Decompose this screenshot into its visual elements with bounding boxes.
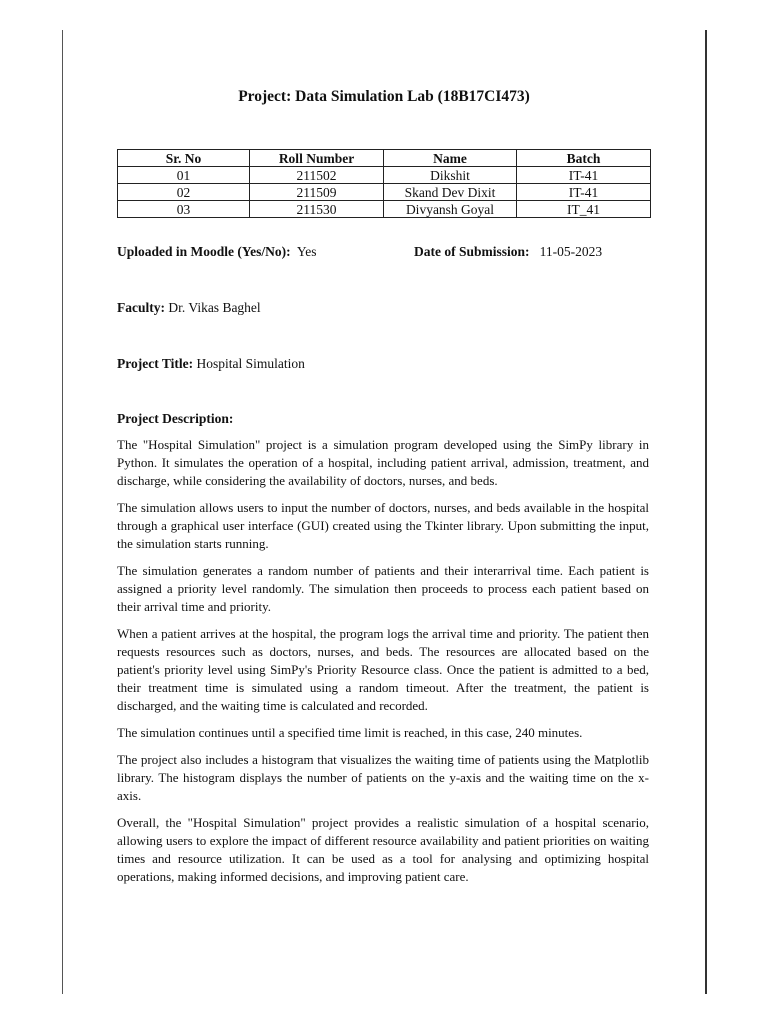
uploaded-value: Yes <box>296 244 317 259</box>
uploaded-field <box>117 244 317 260</box>
faculty-label: Faculty: <box>117 300 165 315</box>
header-name: Name <box>384 150 517 167</box>
cell-name: Dikshit <box>384 167 517 184</box>
description-paragraph: When a patient arrives at the hospital, the program logs the arrival time and priority. The patient then requests resources such as doctors, nurses, and beds. The resources are allocated based on the patient's priority level using SimPy's Priority Resource class. Once the patient is admitted to a bed, their treatment time is simulated using a random timeout. After the treatment, the patient is discharged, and the waiting time is calculated and recorded. <box>117 626 649 713</box>
cell-batch: IT_41 <box>517 201 651 218</box>
members-table <box>117 149 651 218</box>
cell-batch: IT-41 <box>517 167 651 184</box>
page-border-right <box>705 30 707 994</box>
project-title-label: Project Title: <box>117 356 194 371</box>
table-row <box>118 201 651 218</box>
uploaded-label: Uploaded in Moodle (Yes/No): <box>117 244 291 259</box>
project-title-field <box>117 356 305 372</box>
description-paragraph: The simulation allows users to input the number of doctors, nurses, and beds available in the hospital through a graphical user interface (GUI) created using the Tkinter library. Upon submitting the input, the simulation starts running. <box>117 500 649 551</box>
header-batch: Batch <box>517 150 651 167</box>
description-paragraph: The project also includes a histogram that visualizes the waiting time of patients using the Matplotlib library. The histogram displays the number of patients on the y-axis and the waiting time on the x-axis. <box>117 752 649 803</box>
project-title-value: Hospital Simulation <box>196 356 305 371</box>
cell-roll-number: 211502 <box>250 167 384 184</box>
cell-roll-number: 211509 <box>250 184 384 201</box>
table-row <box>118 184 651 201</box>
cell-name: Skand Dev Dixit <box>384 184 517 201</box>
page-border-left <box>62 30 63 994</box>
project-description <box>117 436 649 895</box>
submission-date: 11-05-2023 <box>539 244 603 259</box>
cell-roll-number: 211530 <box>250 201 384 218</box>
description-paragraph: Overall, the "Hospital Simulation" project provides a realistic simulation of a hospital scenario, allowing users to explore the impact of different resource availability and patient priorities on waiting times and resource utilization. It can be used as a tool for analysing and optimizing hospital operations, making informed decisions, and improving patient care. <box>117 815 649 884</box>
cell-batch: IT-41 <box>517 184 651 201</box>
submission-label: Date of Submission: <box>414 244 530 259</box>
cell-name: Divyansh Goyal <box>384 201 517 218</box>
cell-sr-no: 01 <box>118 167 250 184</box>
description-heading-field <box>117 411 233 427</box>
header-roll-number: Roll Number <box>250 150 384 167</box>
table-row <box>118 167 651 184</box>
document-title: Project: Data Simulation Lab (18B17CI473) <box>238 88 530 105</box>
cell-sr-no: 02 <box>118 184 250 201</box>
cell-sr-no: 03 <box>118 201 250 218</box>
faculty-value: Dr. Vikas Baghel <box>168 300 261 315</box>
submission-field <box>414 244 602 260</box>
faculty-field <box>117 300 261 316</box>
description-paragraph: The simulation generates a random number of patients and their interarrival time. Each patient is assigned a priority level randomly. The simulation then proceeds to process each patient based on their arrival time and priority. <box>117 563 649 614</box>
description-paragraph: The simulation continues until a specified time limit is reached, in this case, 240 minutes. <box>117 725 583 740</box>
description-heading: Project Description: <box>117 411 234 426</box>
header-sr-no: Sr. No <box>118 150 250 167</box>
table-header-row <box>118 150 651 167</box>
description-paragraph: The "Hospital Simulation" project is a simulation program developed using the SimPy library in Python. It simulates the operation of a hospital, including patient arrival, admission, treatment, and discharge, while considering the availability of doctors, nurses, and beds. <box>117 437 649 488</box>
